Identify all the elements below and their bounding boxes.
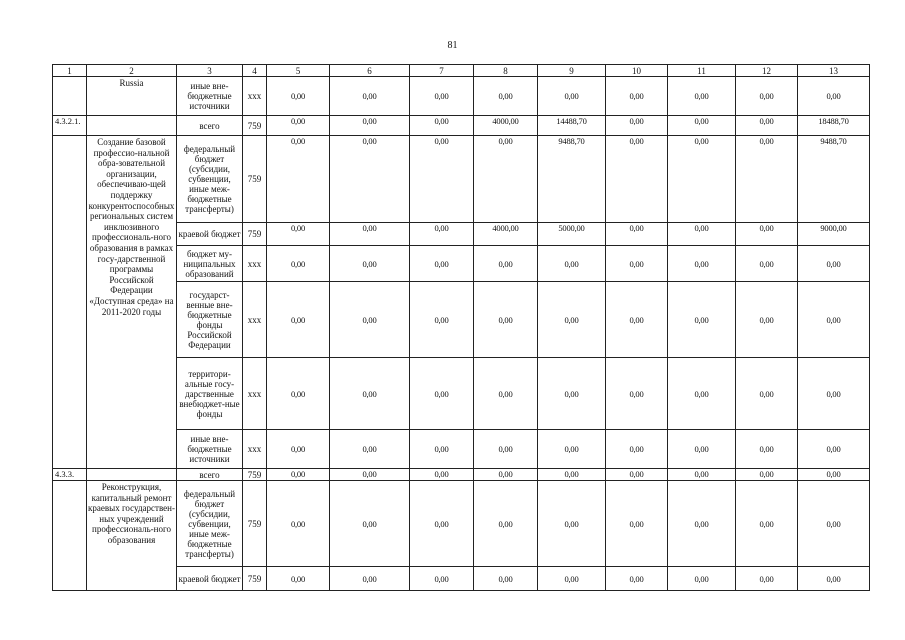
item-name: Создание базовой профессио-нальной обра-зовательной организации, обеспечиваю-щей поддержку конкурентоспособных региональных систем инклюзивного профессиональ-ного образования в рамках госу-дарственной программы Российской Федерации «Доступная среда» на 2011-2020 годы <box>87 136 177 469</box>
column-number: 12 <box>736 65 798 77</box>
value-cell: 0,00 <box>798 77 870 116</box>
value-cell: 0,00 <box>330 469 410 481</box>
value-cell: 4000,00 <box>474 223 538 246</box>
value-cell: 5000,00 <box>538 223 606 246</box>
value-cell: 0,00 <box>474 358 538 430</box>
value-cell: 0,00 <box>798 358 870 430</box>
budget-code: 759 <box>243 469 267 481</box>
value-cell: 0,00 <box>267 358 330 430</box>
budget-code: ххх <box>243 358 267 430</box>
value-cell: 0,00 <box>736 136 798 223</box>
column-number: 7 <box>410 65 474 77</box>
value-cell: 0,00 <box>410 223 474 246</box>
item-name: Реконструкция, капитальный ремонт краевых государствен-ных учреждений профессиональ-ного образования <box>87 481 177 591</box>
funding-source: всего <box>177 116 243 136</box>
value-cell: 0,00 <box>267 116 330 136</box>
value-cell: 0,00 <box>668 481 736 567</box>
value-cell: 0,00 <box>474 469 538 481</box>
value-cell: 0,00 <box>668 567 736 591</box>
value-cell: 0,00 <box>410 282 474 358</box>
funding-source: всего <box>177 469 243 481</box>
column-number: 3 <box>177 65 243 77</box>
value-cell: 0,00 <box>330 223 410 246</box>
column-number: 5 <box>267 65 330 77</box>
value-cell: 0,00 <box>330 430 410 469</box>
value-cell: 0,00 <box>606 282 668 358</box>
value-cell: 0,00 <box>267 223 330 246</box>
value-cell: 0,00 <box>736 223 798 246</box>
value-cell: 0,00 <box>606 567 668 591</box>
header-row <box>53 65 870 77</box>
funding-source: территори-альные госу-дарственные внебюджет-ные фонды <box>177 358 243 430</box>
budget-code: 759 <box>243 136 267 223</box>
value-cell: 0,00 <box>474 430 538 469</box>
value-cell: 0,00 <box>330 358 410 430</box>
column-number: 2 <box>87 65 177 77</box>
budget-code: ххх <box>243 430 267 469</box>
column-number: 4 <box>243 65 267 77</box>
column-number: 1 <box>53 65 87 77</box>
budget-code: ххх <box>243 77 267 116</box>
value-cell: 0,00 <box>267 469 330 481</box>
value-cell: 0,00 <box>736 77 798 116</box>
table-row <box>53 136 870 223</box>
value-cell: 0,00 <box>736 481 798 567</box>
value-cell: 0,00 <box>330 77 410 116</box>
budget-code: 759 <box>243 567 267 591</box>
funding-source: иные вне-бюджетные источники <box>177 77 243 116</box>
value-cell: 0,00 <box>736 116 798 136</box>
value-cell: 0,00 <box>798 430 870 469</box>
value-cell: 0,00 <box>538 469 606 481</box>
value-cell: 0,00 <box>798 246 870 282</box>
value-cell: 0,00 <box>736 282 798 358</box>
value-cell: 0,00 <box>410 77 474 116</box>
value-cell: 0,00 <box>538 246 606 282</box>
value-cell: 0,00 <box>474 77 538 116</box>
value-cell: 0,00 <box>736 430 798 469</box>
table-row <box>53 77 870 116</box>
page-number: 81 <box>447 40 458 51</box>
value-cell: 0,00 <box>668 430 736 469</box>
value-cell: 0,00 <box>474 136 538 223</box>
column-number: 11 <box>668 65 736 77</box>
column-number: 6 <box>330 65 410 77</box>
value-cell: 0,00 <box>538 282 606 358</box>
funding-source: краевой бюджет <box>177 223 243 246</box>
budget-code: 759 <box>243 116 267 136</box>
value-cell: 0,00 <box>267 136 330 223</box>
value-cell: 0,00 <box>606 116 668 136</box>
value-cell: 0,00 <box>410 358 474 430</box>
value-cell: 0,00 <box>267 430 330 469</box>
value-cell: 0,00 <box>606 358 668 430</box>
value-cell: 0,00 <box>330 246 410 282</box>
value-cell: 18488,70 <box>798 116 870 136</box>
value-cell: 0,00 <box>606 481 668 567</box>
value-cell: 0,00 <box>538 430 606 469</box>
item-code: 4.3.2.1. <box>53 116 87 136</box>
value-cell: 0,00 <box>606 469 668 481</box>
value-cell: 0,00 <box>736 567 798 591</box>
value-cell: 0,00 <box>606 136 668 223</box>
value-cell: 0,00 <box>410 136 474 223</box>
budget-code: ххх <box>243 246 267 282</box>
value-cell: 0,00 <box>267 567 330 591</box>
value-cell: 0,00 <box>410 430 474 469</box>
value-cell: 0,00 <box>668 136 736 223</box>
value-cell: 0,00 <box>330 116 410 136</box>
value-cell: 14488,70 <box>538 116 606 136</box>
item-name-top <box>87 469 177 481</box>
value-cell: 0,00 <box>330 567 410 591</box>
value-cell: 0,00 <box>267 282 330 358</box>
value-cell: 0,00 <box>798 469 870 481</box>
item-code-continuation <box>53 136 87 469</box>
value-cell: 0,00 <box>668 282 736 358</box>
value-cell: 0,00 <box>798 481 870 567</box>
value-cell: 0,00 <box>668 223 736 246</box>
budget-code: 759 <box>243 481 267 567</box>
value-cell: 0,00 <box>606 77 668 116</box>
value-cell: 4000,00 <box>474 116 538 136</box>
budget-code: ххх <box>243 282 267 358</box>
value-cell: 0,00 <box>267 481 330 567</box>
value-cell: 0,00 <box>606 246 668 282</box>
funding-source: федеральный бюджет (субсидии, субвенции, иные меж-бюджетные трансферты) <box>177 136 243 223</box>
value-cell: 0,00 <box>330 136 410 223</box>
value-cell: 0,00 <box>267 77 330 116</box>
funding-source: иные вне-бюджетные источники <box>177 430 243 469</box>
value-cell: 0,00 <box>668 469 736 481</box>
value-cell: 0,00 <box>474 481 538 567</box>
value-cell: 0,00 <box>410 116 474 136</box>
value-cell: 0,00 <box>538 77 606 116</box>
funding-source: бюджет му-ниципальных образований <box>177 246 243 282</box>
item-code-continuation <box>53 481 87 591</box>
value-cell: 0,00 <box>474 567 538 591</box>
value-cell: 0,00 <box>606 430 668 469</box>
value-cell: 0,00 <box>798 567 870 591</box>
value-cell: 0,00 <box>668 77 736 116</box>
column-number: 13 <box>798 65 870 77</box>
value-cell: 0,00 <box>736 469 798 481</box>
value-cell: 9488,70 <box>538 136 606 223</box>
column-number: 8 <box>474 65 538 77</box>
item-code <box>53 77 87 116</box>
value-cell: 9000,00 <box>798 223 870 246</box>
value-cell: 0,00 <box>267 246 330 282</box>
budget-code: 759 <box>243 223 267 246</box>
table-row <box>53 469 870 481</box>
value-cell: 0,00 <box>668 358 736 430</box>
value-cell: 0,00 <box>410 481 474 567</box>
value-cell: 0,00 <box>410 246 474 282</box>
funding-source: государст-венные вне-бюджетные фонды Российской Федерации <box>177 282 243 358</box>
table-row <box>53 481 870 567</box>
value-cell: 0,00 <box>330 282 410 358</box>
item-code: 4.3.3. <box>53 469 87 481</box>
table-row <box>53 116 870 136</box>
column-number: 9 <box>538 65 606 77</box>
value-cell: 0,00 <box>410 469 474 481</box>
item-name-top <box>87 116 177 136</box>
value-cell: 9488,70 <box>798 136 870 223</box>
value-cell: 0,00 <box>606 223 668 246</box>
value-cell: 0,00 <box>538 567 606 591</box>
value-cell: 0,00 <box>798 282 870 358</box>
item-name: Russia <box>87 77 177 116</box>
funding-source: федеральный бюджет (субсидии, субвенции, иные меж-бюджетные трансферты) <box>177 481 243 567</box>
value-cell: 0,00 <box>410 567 474 591</box>
value-cell: 0,00 <box>736 246 798 282</box>
budget-table-body <box>53 65 870 591</box>
value-cell: 0,00 <box>538 481 606 567</box>
column-number: 10 <box>606 65 668 77</box>
value-cell: 0,00 <box>474 246 538 282</box>
funding-source: краевой бюджет <box>177 567 243 591</box>
value-cell: 0,00 <box>668 116 736 136</box>
value-cell: 0,00 <box>474 282 538 358</box>
budget-table <box>52 64 870 591</box>
value-cell: 0,00 <box>668 246 736 282</box>
value-cell: 0,00 <box>736 358 798 430</box>
value-cell: 0,00 <box>538 358 606 430</box>
value-cell: 0,00 <box>330 481 410 567</box>
